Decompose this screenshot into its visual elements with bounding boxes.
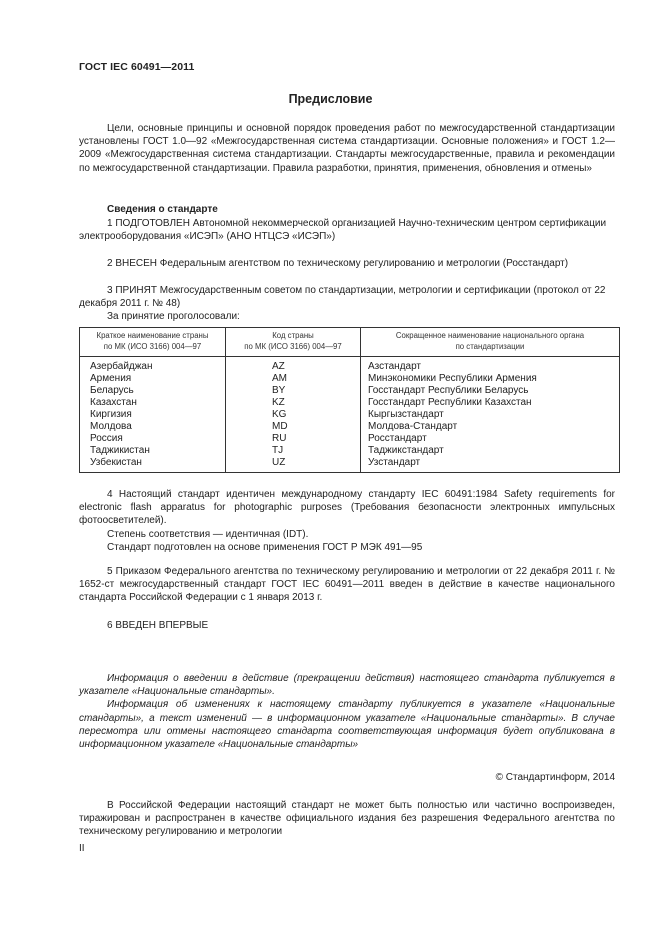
country-cell: Таджикистан bbox=[90, 445, 150, 456]
voting-table bbox=[79, 327, 620, 473]
country-cell: Азербайджан bbox=[90, 361, 153, 372]
header-country-line2: по МК (ИСО 3166) 004—97 bbox=[103, 341, 202, 351]
code-cell: TJ bbox=[272, 445, 284, 456]
item-2-block bbox=[79, 257, 615, 270]
standard-info-block bbox=[79, 203, 615, 244]
item-4-block bbox=[79, 488, 615, 554]
page-title: Предисловие bbox=[288, 92, 373, 106]
item-3-voted: За принятие проголосовали: bbox=[107, 311, 240, 323]
info-paragraph-2: Информация об изменениях к настоящему стандарту публикуется в указателе «Национальные стандарты», а текст изменений — в информационном указателе «Национальные стандарты». В случае пересмотра или отмены настоящего стандарта соответствующая информация будет опубликована в информационном указателе «Национальные стандарты» bbox=[79, 699, 615, 751]
page-number: II bbox=[79, 843, 85, 854]
header-body bbox=[361, 331, 619, 352]
intro-text: Цели, основные принципы и основной порядок проведения работ по межгосударственной стандартизации установлены ГОСТ 1.0—92 «Межгосударственная система стандартизации. Основные положения» и ГОСТ 1.2—2009 «Межгосударственная система стандартизации. Стандарты межгосударственные, правила и рекомендации по межгосударственной стандартизации. Правила разработки, принятия, применения, обновления и отмены» bbox=[79, 123, 615, 174]
copyright-line bbox=[79, 771, 615, 784]
item-3: 3 ПРИНЯТ Межгосударственным советом по стандартизации, метрологии и сертификации (протокол от 22 декабря 2011 г. № 48) bbox=[79, 285, 606, 310]
item-4-degree: Степень соответствия — идентичная (IDT). bbox=[107, 528, 309, 540]
body-cell: Кыргызстандарт bbox=[368, 409, 444, 420]
document-header: ГОСТ IEC 60491—2011 bbox=[79, 61, 195, 73]
body-cell: Таджикстандарт bbox=[368, 445, 444, 456]
item-6: 6 ВВЕДЕН ВПЕРВЫЕ bbox=[107, 620, 209, 631]
country-cell: Казахстан bbox=[90, 397, 137, 408]
code-cell: UZ bbox=[272, 457, 286, 468]
intro-paragraph bbox=[79, 122, 615, 175]
header-code-line2: по МК (ИСО 3166) 004—97 bbox=[244, 341, 342, 351]
copyright: © Стандартинформ, 2014 bbox=[495, 772, 615, 783]
country-cell: Киргизия bbox=[90, 409, 132, 420]
country-cell: Армения bbox=[90, 373, 132, 384]
header-body-line2: по стандартизации bbox=[455, 341, 525, 351]
body-cell: Госстандарт Республики Казахстан bbox=[368, 397, 532, 408]
info-paragraph-1: Информация о введении в действие (прекращении действия) настоящего стандарта публикуется в указателе «Национальные стандарты». bbox=[79, 673, 615, 698]
code-cell: KZ bbox=[272, 397, 285, 408]
item-4: 4 Настоящий стандарт идентичен международному стандарту IEC 60491:1984 Safety requirements for electronic flash apparatus for photographic purposes (Требования безопасности электронных импульсных фотоосветителей). bbox=[79, 489, 615, 527]
item-5-block bbox=[79, 565, 615, 605]
body-cell: Минэкономики Республики Армения bbox=[368, 373, 537, 384]
item-5: 5 Приказом Федерального агентства по техническому регулированию и метрологии от 22 декабря 2011 г. № 1652-ст межгосударственный стандарт ГОСТ IEC 60491—2011 введен в действие в качестве национального стандарта Российской Федерации с 1 января 2013 г. bbox=[79, 566, 615, 604]
header-country-line1: Краткое наименование страны bbox=[96, 331, 209, 340]
item-4-basis: Стандарт подготовлен на основе применения ГОСТ Р МЭК 491—95 bbox=[107, 541, 423, 553]
country-cell: Узбекистан bbox=[90, 457, 142, 468]
code-cell: KG bbox=[272, 409, 287, 420]
section-heading: Сведения о стандарте bbox=[107, 204, 218, 215]
body-cell: Узстандарт bbox=[368, 457, 421, 468]
item-3-block bbox=[79, 284, 615, 324]
country-column bbox=[90, 361, 153, 469]
code-cell: AM bbox=[272, 373, 287, 384]
header-code bbox=[226, 331, 360, 352]
notice-text: В Российской Федерации настоящий стандарт не может быть полностью или частично воспроизведен, тиражирован и распространен в качестве официального издания без разрешения Федерального агентства по техническому регулированию и метрологии bbox=[79, 800, 615, 838]
country-cell: Беларусь bbox=[90, 385, 134, 396]
header-code-line1: Код страны bbox=[272, 331, 314, 340]
country-cell: Россия bbox=[90, 433, 123, 444]
body-cell: Госстандарт Республики Беларусь bbox=[368, 385, 529, 396]
code-cell: MD bbox=[272, 421, 288, 432]
header-country bbox=[80, 331, 225, 352]
code-cell: RU bbox=[272, 433, 287, 444]
body-column bbox=[368, 361, 537, 469]
item-6-block bbox=[79, 619, 615, 632]
body-cell: Молдова-Стандарт bbox=[368, 421, 458, 432]
code-cell: BY bbox=[272, 385, 286, 396]
reproduction-notice bbox=[79, 799, 615, 839]
country-cell: Молдова bbox=[90, 421, 132, 432]
item-1: 1 ПОДГОТОВЛЕН Автономной некоммерческой организацией Научно-техническим центром сертификации электрооборудования «ИСЭП» (АНО НТЦСЭ «ИСЭП») bbox=[79, 218, 607, 243]
header-body-line1: Сокращенное наименование национального органа bbox=[395, 331, 585, 340]
body-cell: Росстандарт bbox=[368, 433, 427, 444]
publication-info bbox=[79, 672, 615, 751]
item-2: 2 ВНЕСЕН Федеральным агентством по техническому регулированию и метрологии (Росстандарт) bbox=[107, 258, 569, 269]
body-cell: Азстандарт bbox=[368, 361, 422, 372]
code-column bbox=[272, 361, 288, 469]
code-cell: AZ bbox=[272, 361, 285, 372]
